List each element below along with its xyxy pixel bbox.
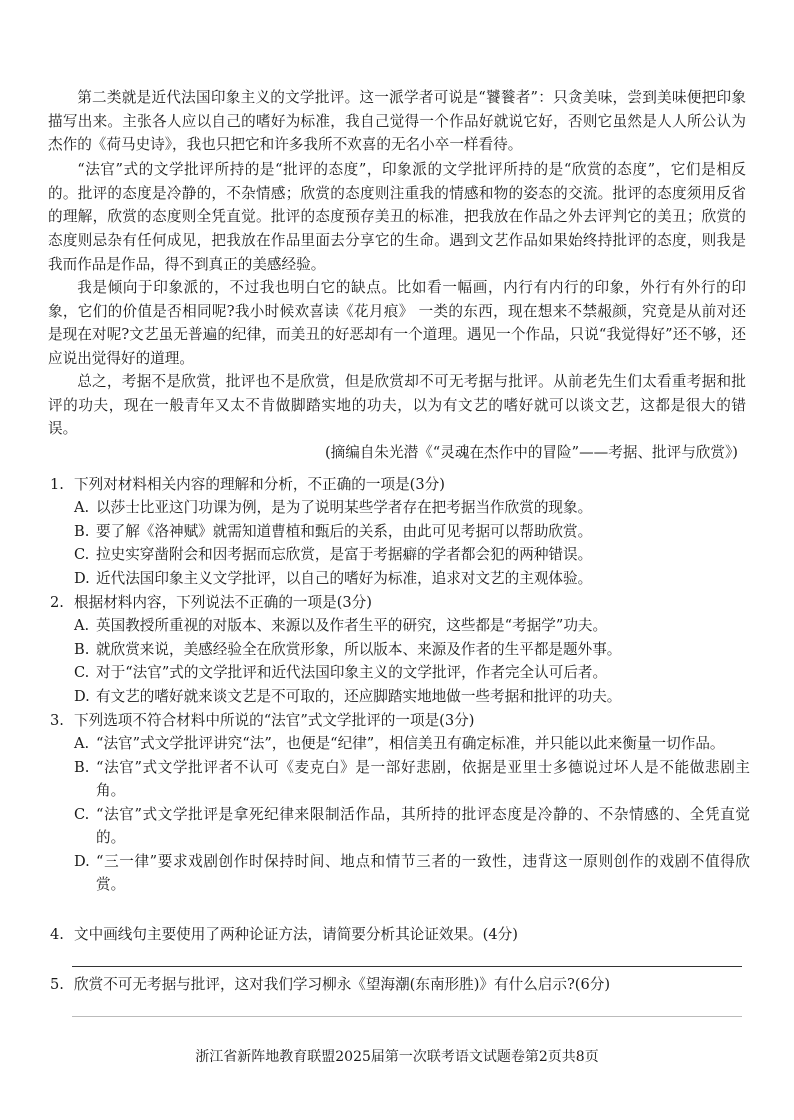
- option-letter: B.: [74, 522, 90, 540]
- page-footer: 浙江省新阵地教育联盟2025届第一次联考语文试题卷第2页共8页: [195, 1049, 599, 1065]
- option-letter: B.: [74, 640, 90, 658]
- question-stem: [50, 710, 750, 732]
- option-d[interactable]: [74, 685, 750, 709]
- question-number: 3.: [50, 712, 64, 729]
- question-text: 根据材料内容，下列说法不正确的一项是(3分): [74, 594, 372, 611]
- question-2: [50, 592, 750, 708]
- passage-paragraph-2: “法官”式的文学批评所持的是“批评的态度”，印象派的文学批评所持的是“欣赏的态度”，它们是相反的。批评的态度是冷静的，不杂情感；欣赏的态度则注重我的情感和物的姿态的交流。批评的态度须用反省的理解，欣赏的态度则全凭直觉。批评的态度预存美丑的标准，把我放在作品之外去评判它的美丑；欣赏的态度则忌杂有任何成见，把我放在作品里面去分享它的生命。遇到文艺作品如果始终持批评的态度，则我是我而作品是作品，得不到真正的美感经验。: [48, 161, 746, 273]
- option-letter: C.: [74, 664, 90, 681]
- option-text: “法官”式文学批评讲究“法”，也便是“纪律”，相信美丑有确定标准，并只能以此来衡量一切作品。: [96, 735, 725, 752]
- option-d[interactable]: [74, 850, 750, 897]
- option-a[interactable]: [74, 732, 750, 756]
- question-stem: [50, 474, 750, 496]
- option-letter: A.: [74, 617, 90, 634]
- option-letter: B.: [74, 758, 90, 776]
- question-text: 欣赏不可无考据与批评，这对我们学习柳永《望海潮(东南形胜)》有什么启示?(6分): [74, 976, 611, 993]
- passage-source: (摘编自朱光潜《“灵魂在杰作中的冒险”——考据、批评与欣赏》): [324, 444, 738, 461]
- passage-paragraph-1: 第二类就是近代法国印象主义的文学批评。这一派学者可说是“饕餮者”：只贪美味，尝到美味便把印象描写出来。主张各人应以自己的嗜好为标准，我自己觉得一个作品好就说它好，否则它虽然是人人所公认为杰作的《荷马史诗》，我也只把它和许多我所不欢喜的无名小卒一样看待。: [48, 89, 746, 154]
- question-text: 下列选项不符合材料中所说的“法官”式文学批评的一项是(3分): [74, 712, 475, 729]
- option-text: “法官”式文学批评是拿死纪律来限制活作品，其所持的批评态度是冷静的、不杂情感的、全凭直觉的。: [96, 805, 750, 846]
- question-number: 5.: [50, 976, 64, 993]
- option-text: 要了解《洛神赋》就需知道曹植和甄后的关系，由此可见考据可以帮助欣赏。: [96, 522, 593, 540]
- question-stem: [50, 974, 750, 996]
- option-letter: D.: [74, 687, 90, 705]
- option-text: “法官”式文学批评者不认可《麦克白》是一部好悲剧，依据是亚里士多德说过坏人是不能做悲剧主角。: [96, 758, 750, 799]
- question-1: [50, 474, 750, 590]
- option-c[interactable]: [74, 803, 750, 850]
- option-d[interactable]: [74, 567, 750, 591]
- option-list: [50, 496, 750, 590]
- option-letter: D.: [74, 852, 90, 870]
- option-letter: A.: [74, 735, 90, 752]
- option-text: 近代法国印象主义文学批评，以自己的嗜好为标准，追求对文艺的主观体验。: [96, 569, 593, 587]
- question-text: 文中画线句主要使用了两种论证方法，请简要分析其论证效果。(4分): [74, 926, 518, 943]
- option-text: 英国教授所重视的对版本、来源以及作者生平的研究，这些都是“考据学”功夫。: [96, 617, 608, 634]
- option-list: [50, 614, 750, 708]
- option-letter: A.: [74, 499, 90, 516]
- option-b[interactable]: [74, 756, 750, 803]
- option-text: 对于“法官”式的文学批评和近代法国印象主义的文学批评，作者完全认可后者。: [96, 664, 608, 681]
- option-a[interactable]: [74, 614, 750, 638]
- question-number: 2.: [50, 594, 64, 611]
- question-text: 下列对材料相关内容的理解和分析，不正确的一项是(3分): [74, 476, 445, 493]
- question-4: [50, 924, 750, 946]
- answer-line[interactable]: [72, 966, 742, 967]
- option-text: “三一律”要求戏剧创作时保持时间、地点和情节三者的一致性，违背这一原则创作的戏剧不值得欣赏。: [96, 852, 750, 893]
- question-5: [50, 974, 750, 996]
- option-letter: C.: [74, 805, 90, 823]
- option-a[interactable]: [74, 496, 750, 520]
- question-number: 1.: [50, 476, 64, 493]
- option-b[interactable]: [74, 638, 750, 662]
- option-c[interactable]: [74, 543, 750, 567]
- passage-paragraph-3: 我是倾向于印象派的，不过我也明白它的缺点。比如看一幅画，内行有内行的印象，外行有外行的印象，它们的价值是否相同呢?我小时候欢喜读《花月痕》 一类的东西，现在想来不禁赧颜，究竟是从前对还是现在对呢?文艺虽无普遍的纪律，而美丑的好恶却有一个道理。遇见一个作品，只说“我觉得好”还不够，还应说出觉得好的道理。: [48, 279, 746, 368]
- option-b[interactable]: [74, 520, 750, 544]
- option-text: 有文艺的嗜好就来谈文艺是不可取的，还应脚踏实地地做一些考据和批评的功夫。: [96, 687, 622, 705]
- answer-line[interactable]: [72, 1016, 742, 1017]
- option-text: 以莎士比亚这门功课为例，是为了说明某些学者存在把考据当作欣赏的现象。: [96, 499, 593, 516]
- passage-paragraph-4: 总之，考据不是欣赏，批评也不是欣赏，但是欣赏却不可无考据与批评。从前老先生们太看重考据和批评的功夫，现在一般青年又太不肯做脚踏实地的功夫，以为有文艺的嗜好就可以谈文艺，这都是很大的错误。: [48, 373, 746, 438]
- option-text: 拉史实穿凿附会和因考据而忘欣赏，是富于考据癖的学者都会犯的两种错误。: [96, 546, 593, 563]
- question-3: [50, 710, 750, 897]
- option-list: [50, 732, 750, 897]
- question-stem: [50, 592, 750, 614]
- option-letter: D.: [74, 569, 90, 587]
- question-stem: [50, 924, 750, 946]
- question-number: 4.: [50, 926, 64, 943]
- option-c[interactable]: [74, 661, 750, 685]
- option-letter: C.: [74, 546, 90, 563]
- option-text: 就欣赏来说，美感经验全在欣赏形象，所以版本、来源及作者的生平都是题外事。: [96, 640, 622, 658]
